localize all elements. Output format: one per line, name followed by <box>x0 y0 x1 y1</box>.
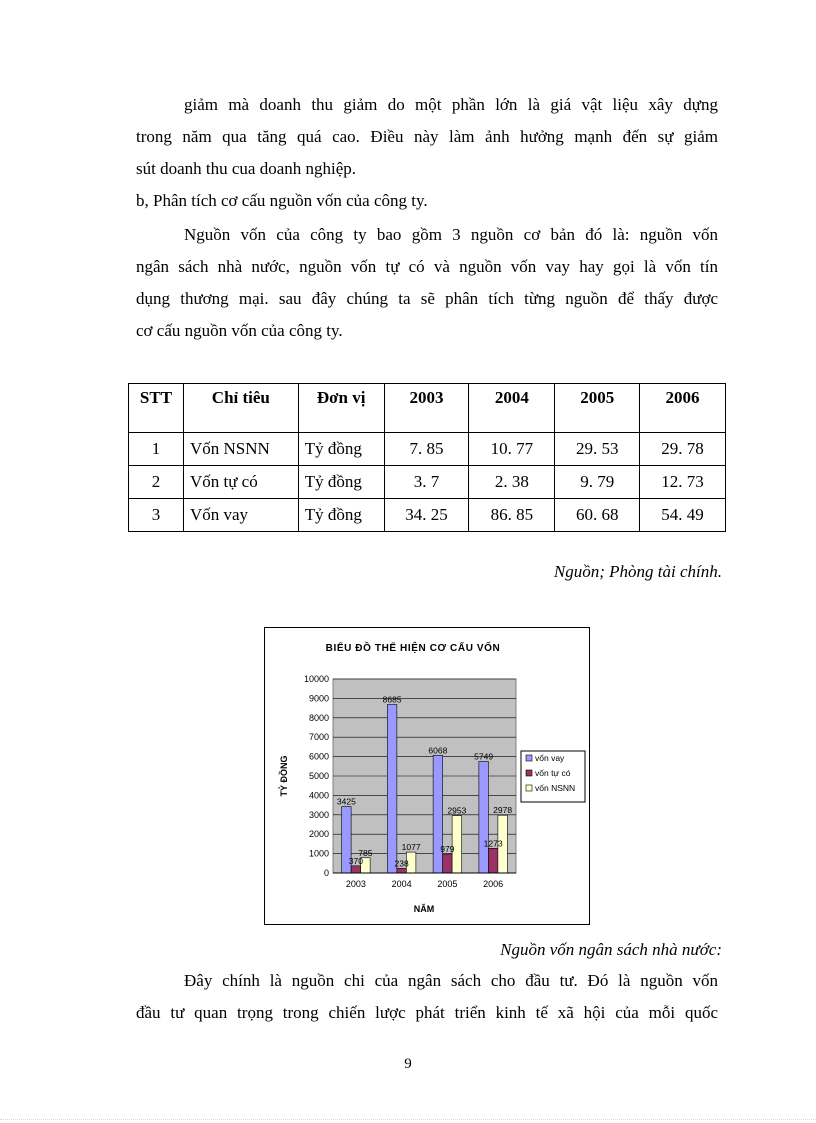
table-header-cell: STT <box>129 384 184 433</box>
y-tick-label: 9000 <box>308 693 329 704</box>
table-header-cell: 2005 <box>555 384 640 433</box>
bar-value-label: 370 <box>348 855 363 866</box>
x-axis-label: NĂM <box>413 904 435 914</box>
y-tick-label: 5000 <box>308 771 329 781</box>
table-row <box>129 466 726 499</box>
table-cell: 12. 73 <box>640 466 726 499</box>
chart-legend <box>521 751 585 802</box>
bar <box>387 705 397 873</box>
table-cell: Tỷ đồng <box>298 433 384 466</box>
table-cell: 34. 25 <box>384 499 469 532</box>
table-cell: Vốn tự có <box>183 466 298 499</box>
section-heading-text: b, Phân tích cơ cấu nguồn vốn của công ty. <box>136 191 428 210</box>
table-header-cell: 2004 <box>469 384 555 433</box>
text-line: Đây chính là nguồn chi của ngân sách cho đầu tư. Đó là nguồn vốn <box>184 971 718 990</box>
y-tick-label: 8000 <box>308 712 329 723</box>
table-source-note: Nguồn; Phòng tài chính. <box>553 562 722 581</box>
bar-value-label: 3425 <box>336 796 356 807</box>
table-header-cell: 2006 <box>640 384 726 433</box>
table-cell: 10. 77 <box>469 433 555 466</box>
table-header-cell: Đơn vị <box>298 384 384 433</box>
page-number: 9 <box>404 1056 412 1072</box>
y-axis-ticks <box>304 674 329 878</box>
table-cell: Tỷ đồng <box>298 499 384 532</box>
page-bottom-rule <box>0 1119 816 1120</box>
text-line: giảm mà doanh thu giảm do một phần lớn là giá vật liệu xây dựng <box>184 95 718 114</box>
y-tick-label: 4000 <box>308 790 329 801</box>
legend-label: vốn vay <box>535 753 565 763</box>
capital-structure-table <box>128 383 726 532</box>
table-cell: 29. 53 <box>555 433 640 466</box>
bar-value-label: 8685 <box>382 694 402 705</box>
bar-value-label: 1077 <box>401 842 421 853</box>
section-heading <box>136 185 718 217</box>
x-tick-label: 2003 <box>345 879 366 889</box>
table-row <box>129 499 726 532</box>
text-line: cơ cấu nguồn vốn của công ty. <box>136 321 343 340</box>
text-line: ngân sách nhà nước, nguồn vốn tự có và nguồn vốn vay hay gọi là vốn tín <box>136 257 718 276</box>
text-line: sút doanh thu cua doanh nghiệp. <box>136 159 357 178</box>
table-cell: 60. 68 <box>555 499 640 532</box>
table-cell: 86. 85 <box>469 499 555 532</box>
bar-value-label: 238 <box>394 858 409 869</box>
bar-value-label: 1273 <box>483 838 503 849</box>
bar <box>443 854 453 873</box>
table-cell: 2. 38 <box>469 466 555 499</box>
text-line: trong năm qua tăng quá cao. Điều này làm ảnh hưởng mạnh đến sự giảm <box>136 127 718 146</box>
text-line: Nguồn vốn của công ty bao gồm 3 nguồn cơ bản đó là: nguồn vốn <box>184 225 718 244</box>
y-axis-label: TỶ ĐỒNG <box>279 755 289 797</box>
bar-value-label: 785 <box>358 847 373 858</box>
chart-title: BIỂU ĐỒ THỂ HIỆN CƠ CẤU VỐN <box>325 643 501 654</box>
bar-value-label: 6068 <box>428 745 448 756</box>
y-tick-label: 6000 <box>308 751 329 762</box>
table-header-row <box>129 384 726 433</box>
y-tick-label: 1000 <box>308 848 329 859</box>
table-cell: 54. 49 <box>640 499 726 532</box>
chart-caption: Nguồn vốn ngân sách nhà nước: <box>500 940 722 959</box>
table-cell: 7. 85 <box>384 433 469 466</box>
paragraph-2 <box>136 219 718 347</box>
x-tick-label: 2004 <box>391 879 412 889</box>
y-tick-label: 10000 <box>303 674 329 684</box>
table-cell: 3. 7 <box>384 466 469 499</box>
x-tick-label: 2005 <box>437 879 458 889</box>
bar <box>479 761 489 873</box>
paragraph-3 <box>136 965 718 1029</box>
table-cell: 3 <box>129 499 184 532</box>
bar <box>397 868 407 873</box>
capital-structure-chart <box>264 627 590 925</box>
legend-label: vốn NSNN <box>535 783 576 793</box>
table-cell: Tỷ đồng <box>298 466 384 499</box>
bar-value-label: 5749 <box>474 751 494 762</box>
y-tick-label: 7000 <box>308 732 329 743</box>
text-line: đầu tư quan trọng trong chiến lược phát triển kinh tế xã hội của mỗi quốc <box>136 1003 718 1022</box>
bar <box>433 755 443 873</box>
legend-swatch <box>526 755 532 761</box>
legend-swatch <box>526 770 532 776</box>
table-cell: 2 <box>129 466 184 499</box>
table-header-cell: 2003 <box>384 384 469 433</box>
table-cell: Vốn NSNN <box>183 433 298 466</box>
x-tick-label: 2006 <box>483 879 504 889</box>
x-axis-ticks <box>333 873 516 889</box>
table-row <box>129 433 726 466</box>
table-cell: 1 <box>129 433 184 466</box>
table-cell: 9. 79 <box>555 466 640 499</box>
bar-value-label: 2953 <box>447 805 467 816</box>
chart-svg <box>265 628 589 924</box>
legend-swatch <box>526 785 532 791</box>
bar-value-label: 979 <box>440 844 455 855</box>
legend-label: vốn tự có <box>535 768 571 778</box>
bar <box>351 866 361 873</box>
y-tick-label: 2000 <box>308 829 329 840</box>
y-tick-label: 3000 <box>308 809 329 820</box>
paragraph-1 <box>136 89 718 185</box>
bar-value-label: 2978 <box>493 805 513 816</box>
table-cell: 29. 78 <box>640 433 726 466</box>
text-line: dụng thương mại. sau đây chúng ta sẽ phân tích từng nguồn để thấy được <box>136 289 718 308</box>
bar <box>488 848 498 873</box>
table-header-cell: Chỉ tiêu <box>183 384 298 433</box>
table-cell: Vốn vay <box>183 499 298 532</box>
y-tick-label: 0 <box>323 868 329 878</box>
